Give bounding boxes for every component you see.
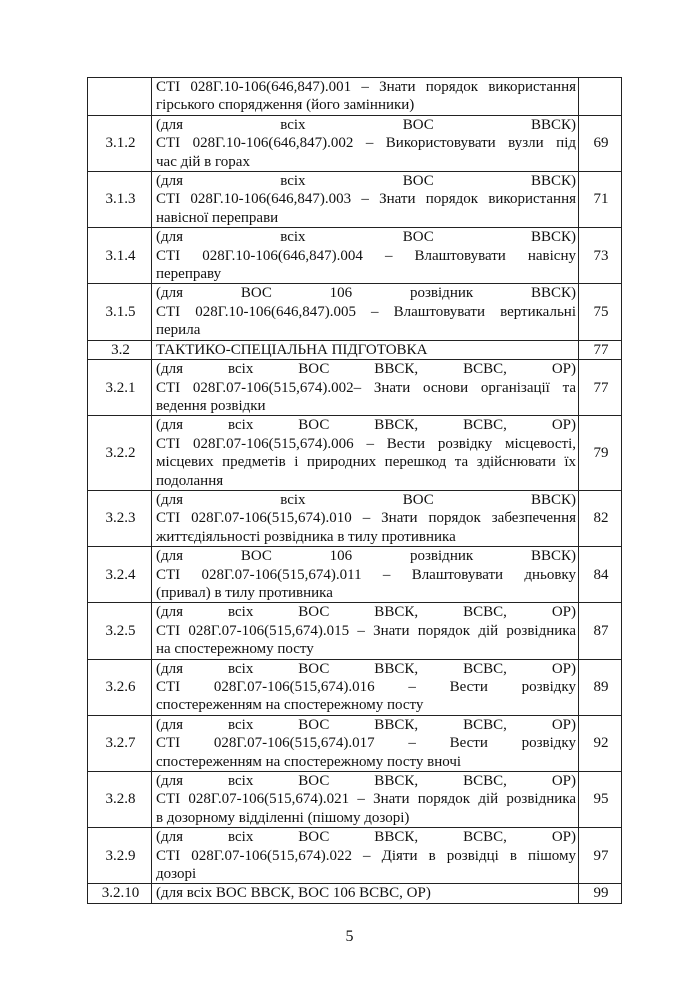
- table-row: [88, 284, 622, 340]
- section-title-line: (для всіх ВОС ВВСК): [156, 491, 576, 508]
- table-row: [88, 228, 622, 284]
- section-title-line: СТІ 028Г.07-106(515,674).011 – Влаштовувати дньовку: [156, 566, 576, 583]
- table-row: [88, 884, 622, 903]
- section-title-line: (для всіх ВОС ВВСК, ВСВС, ОР): [156, 417, 576, 434]
- section-number: 3.2.1: [88, 360, 152, 416]
- section-title-line: (для ВОС 106 розвідник ВВСК): [156, 285, 576, 302]
- section-title-line: спостереженням на спостережному посту: [156, 697, 424, 714]
- table-row: [88, 78, 622, 116]
- section-title-line: гірського спорядження (його замінники): [156, 97, 415, 114]
- section-number: 3.1.2: [88, 115, 152, 171]
- section-title-line: час дій в горах: [156, 153, 250, 170]
- page-reference: 82: [579, 490, 622, 546]
- section-title-line: СТІ 028Г.07-106(515,674).017 – Вести розвідку: [156, 735, 576, 752]
- section-title-line: СТІ 028Г.07-106(515,674).021 – Знати порядок дій розвідника: [156, 791, 576, 808]
- section-title: [152, 416, 579, 491]
- section-number: 3.2.5: [88, 603, 152, 659]
- section-number: 3.2.7: [88, 715, 152, 771]
- section-number: 3.2.10: [88, 884, 152, 903]
- section-title-line: СТІ 028Г.07-106(515,674).002– Знати основи організації та: [156, 379, 576, 396]
- section-title-line: (для всіх ВОС ВВСК, ВСВС, ОР): [156, 604, 576, 621]
- section-number: 3.2.3: [88, 490, 152, 546]
- section-title-line: (для всіх ВОС ВВСК): [156, 229, 576, 246]
- section-title-line: ведення розвідки: [156, 397, 266, 414]
- section-number: [88, 78, 152, 116]
- table-row: [88, 772, 622, 828]
- table-row: [88, 340, 622, 359]
- section-title-line: СТІ 028Г.10-106(646,847).003 – Знати порядок використання: [156, 191, 576, 208]
- section-title: [152, 490, 579, 546]
- contents-table: [87, 77, 622, 904]
- page-reference: 77: [579, 340, 622, 359]
- section-title: [152, 884, 579, 903]
- section-title: [152, 78, 579, 116]
- page-reference: 95: [579, 772, 622, 828]
- section-title-line: (для всіх ВОС ВВСК): [156, 173, 576, 190]
- page-number: 5: [345, 928, 354, 945]
- table-row: [88, 360, 622, 416]
- page-reference: 97: [579, 828, 622, 884]
- page-reference: 89: [579, 659, 622, 715]
- table-row: [88, 659, 622, 715]
- section-title: [152, 828, 579, 884]
- table-row: [88, 715, 622, 771]
- page-reference: 69: [579, 115, 622, 171]
- page-reference: 71: [579, 172, 622, 228]
- section-title-line: (привал) в тилу противника: [156, 584, 333, 601]
- section-title-line: (для всіх ВОС ВВСК, ВСВС, ОР): [156, 660, 576, 677]
- table-row: [88, 172, 622, 228]
- section-number: 3.1.4: [88, 228, 152, 284]
- page-reference: 77: [579, 360, 622, 416]
- table-row: [88, 490, 622, 546]
- page-reference: 73: [579, 228, 622, 284]
- section-title-line: дозорі: [156, 866, 197, 883]
- section-number: 3.2.8: [88, 772, 152, 828]
- section-title: [152, 172, 579, 228]
- page-reference: 79: [579, 416, 622, 491]
- section-title: [152, 340, 579, 359]
- section-title-line: СТІ 028Г.07-106(515,674).015 – Знати порядок дій розвідника: [156, 622, 576, 639]
- table-row: [88, 416, 622, 491]
- page-reference: [579, 78, 622, 116]
- section-title-line: СТІ 028Г.10-106(646,847).005 – Влаштовувати вертикальні: [156, 303, 576, 320]
- section-title: [152, 228, 579, 284]
- section-title: [152, 715, 579, 771]
- section-title-line: (для всіх ВОС ВВСК, ВСВС, ОР): [156, 361, 576, 378]
- page-reference: 84: [579, 547, 622, 603]
- section-title-line: СТІ 028Г.10-106(646,847).002 – Використовувати вузли під: [156, 135, 576, 152]
- section-title-line: (для всіх ВОС ВВСК, ВСВС, ОР): [156, 716, 576, 733]
- section-title-line: (для всіх ВОС ВВСК, ВОС 106 ВСВС, ОР): [156, 885, 431, 902]
- section-title-line: СТІ 028Г.07-106(515,674).016 – Вести розвідку: [156, 679, 576, 695]
- section-title-line: на спостережному посту: [156, 641, 314, 658]
- contents-table-body: [88, 78, 622, 904]
- section-title-line: СТІ 028Г.07-106(515,674).006 – Вести розвідку місцевості,: [156, 435, 576, 452]
- section-title-line: спостереженням на спостережному посту вночі: [156, 753, 462, 770]
- section-title-line: СТІ 028Г.10-106(646,847).001 – Знати порядок використання: [156, 79, 576, 95]
- section-title: [152, 360, 579, 416]
- section-title-line: (для всіх ВОС ВВСК, ВСВС, ОР): [156, 773, 576, 790]
- section-number: 3.1.3: [88, 172, 152, 228]
- page-reference: 99: [579, 884, 622, 903]
- table-row: [88, 115, 622, 171]
- section-title: [152, 284, 579, 340]
- section-title-line: переправу: [156, 266, 222, 283]
- page-reference: 87: [579, 603, 622, 659]
- section-title-line: (для всіх ВОС ВВСК): [156, 116, 576, 133]
- section-number: 3.2: [88, 340, 152, 359]
- page-reference: 75: [579, 284, 622, 340]
- section-title: [152, 547, 579, 603]
- section-title-line: (для ВОС 106 розвідник ВВСК): [156, 548, 576, 565]
- page-reference: 92: [579, 715, 622, 771]
- section-title: [152, 115, 579, 171]
- section-title-line: життєдіяльності розвідника в тилу противника: [156, 528, 456, 545]
- section-title: [152, 603, 579, 659]
- section-number: 3.2.6: [88, 659, 152, 715]
- section-title-line: подолання: [156, 472, 224, 489]
- section-title-line: перила: [156, 322, 201, 339]
- table-row: [88, 828, 622, 884]
- table-row: [88, 603, 622, 659]
- section-title: [152, 659, 579, 715]
- section-number: 3.2.9: [88, 828, 152, 884]
- section-title-line: навісної переправи: [156, 209, 279, 226]
- section-number: 3.2.2: [88, 416, 152, 491]
- section-number: 3.1.5: [88, 284, 152, 340]
- section-title-line: СТІ 028Г.10-106(646,847).004 – Влаштовувати навісну: [156, 247, 576, 264]
- section-title-line: СТІ 028Г.07-106(515,674).022 – Діяти в розвідці в пішому: [156, 847, 576, 864]
- section-title-line: СТІ 028Г.07-106(515,674).010 – Знати порядок забезпечення: [156, 510, 576, 527]
- table-row: [88, 547, 622, 603]
- section-title-line: в дозорному відділенні (пішому дозорі): [156, 809, 410, 826]
- section-title: [152, 772, 579, 828]
- section-title-line: місцевих предметів і природних перешкод та здійснювати їх: [156, 454, 576, 471]
- section-title-line: ТАКТИКО-СПЕЦІАЛЬНА ПІДГОТОВКА: [156, 341, 428, 358]
- section-number: 3.2.4: [88, 547, 152, 603]
- section-title-line: (для всіх ВОС ВВСК, ВСВС, ОР): [156, 829, 576, 846]
